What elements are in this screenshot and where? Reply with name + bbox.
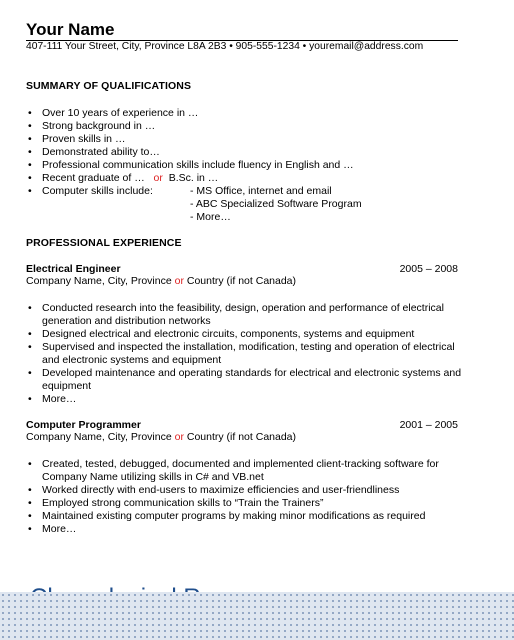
list-item: • Worked directly with end-users to maximize efficiencies and user-friendliness — [28, 484, 400, 496]
company-line: Company Name, City, Province or Country (if not Canada) — [26, 431, 297, 443]
list-item: • Supervised and inspected the installation, modification, testing and operation of electrical and electronic systems and equipment — [28, 341, 455, 366]
list-item: • Designed electrical and electronic circuits, components, systems and equipment — [28, 328, 415, 340]
summary-list — [26, 107, 466, 198]
list-item: • Demonstrated ability to… — [28, 146, 160, 158]
list-item: • Maintained existing computer programs by making minor modifications as required — [28, 510, 426, 522]
company-line: Company Name, City, Province or Country (if not Canada) — [26, 275, 297, 287]
job-bullets — [26, 302, 466, 406]
list-item: • Professional communication skills include fluency in English and … — [28, 159, 354, 171]
job-dates: 2001 – 2005 — [399, 419, 458, 431]
list-item: • Strong background in … — [28, 120, 156, 132]
job-title: Electrical Engineer — [26, 263, 121, 275]
job-title: Computer Programmer — [26, 419, 141, 431]
list-item: • Conducted research into the feasibility, design, operation and performance of electrical generation and distribution networks — [28, 302, 444, 327]
list-item: • Over 10 years of experience in … — [28, 107, 199, 119]
dotted-footer-band — [0, 592, 514, 640]
list-item: • More… — [28, 393, 77, 405]
summary-heading: SUMMARY OF QUALIFICATIONS — [26, 80, 192, 92]
list-item-skills: • Computer skills include: - MS Office, internet and email — [28, 185, 332, 197]
experience-heading: PROFESSIONAL EXPERIENCE — [26, 237, 182, 249]
list-item: • More… — [28, 523, 77, 535]
contact-line: 407-111 Your Street, City, Province L8A 2B3 • 905-555-1234 • youremail@address.com — [26, 41, 424, 52]
list-item: • Employed strong communication skills to “Train the Trainers” — [28, 497, 324, 509]
list-item: • Created, tested, debugged, documented and implemented client-tracking software for Company Name utilizing skills in C# and VB.net — [28, 458, 439, 483]
skills-continuation: - ABC Specialized Software Program - More… — [190, 198, 362, 223]
resume-name: Your Name — [26, 20, 115, 39]
list-item: • Proven skills in … — [28, 133, 126, 145]
list-item: • Developed maintenance and operating standards for electrical and electronic systems and equipment — [28, 367, 462, 392]
job-dates: 2005 – 2008 — [399, 263, 458, 275]
list-item-graduate: • Recent graduate of … or B.Sc. in … — [28, 172, 219, 184]
job-bullets — [26, 458, 466, 536]
